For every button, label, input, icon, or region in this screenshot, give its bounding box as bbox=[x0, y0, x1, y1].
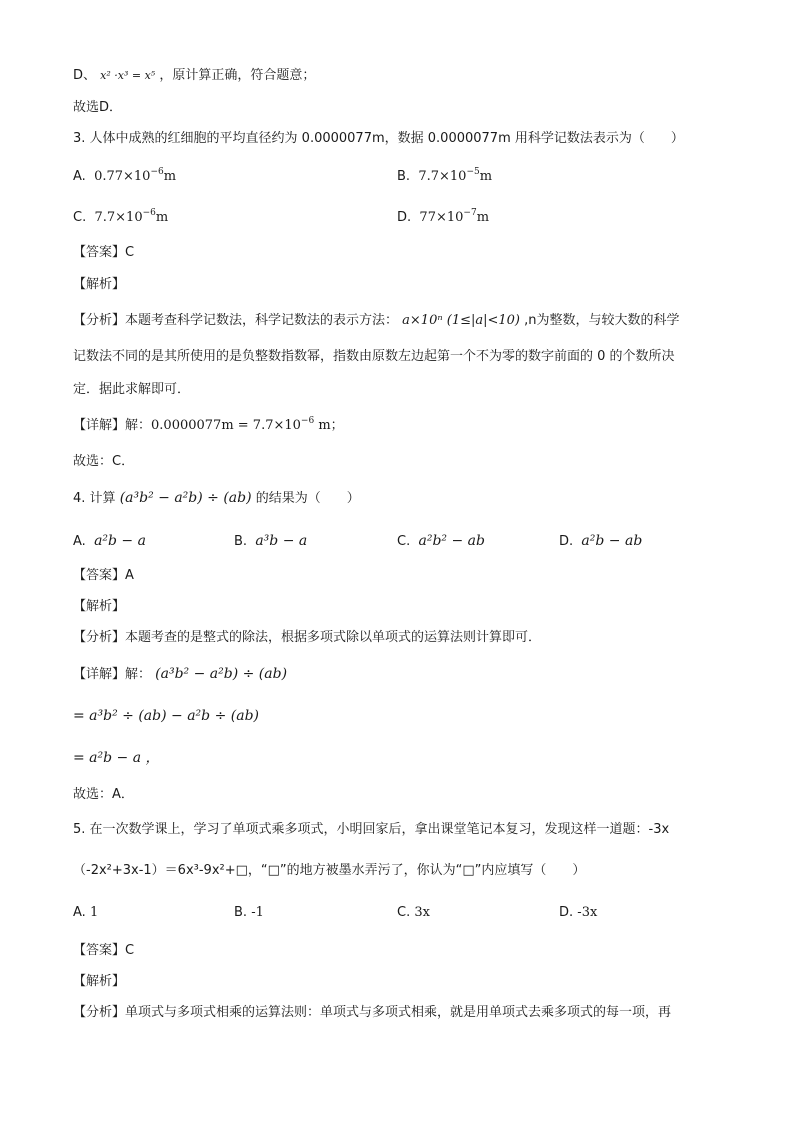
prev-solution-line bbox=[73, 66, 315, 86]
formula: 0.0000077m = 7.7×10 bbox=[151, 418, 301, 433]
option-unit: m bbox=[163, 169, 177, 184]
option-base: 0.77×10 bbox=[94, 169, 151, 184]
q4-option-a bbox=[73, 531, 146, 552]
q5-answer: 【答案】C bbox=[73, 943, 135, 958]
option-unit: m bbox=[476, 210, 490, 225]
option-letter: B. bbox=[397, 169, 411, 184]
q4-option-c bbox=[397, 531, 485, 552]
q5-option-a bbox=[73, 903, 98, 923]
q3-option-d bbox=[397, 208, 489, 228]
question-4 bbox=[73, 488, 360, 509]
option-letter: C. bbox=[397, 534, 411, 549]
option-expr: a²b − ab bbox=[581, 533, 643, 549]
q4-choice: 故选：A． bbox=[73, 787, 134, 802]
q3-answer: 【答案】C bbox=[73, 245, 135, 260]
option-expr: a²b − a bbox=[94, 533, 146, 549]
option-base: 7.7×10 bbox=[418, 169, 467, 184]
q4-step-2: = a³b² ÷ (ab) − a²b ÷ (ab) bbox=[73, 708, 259, 724]
option-expr: a³b − a bbox=[255, 533, 308, 549]
q5-analysis: 【分析】单项式与多项式相乘的运算法则：单项式与多项式相乘，就是用单项式去乘多项式的每一项，再 bbox=[73, 1005, 672, 1020]
option-base: 77×10 bbox=[419, 210, 464, 225]
q5-analysis-heading: 【解析】 bbox=[73, 974, 126, 989]
option-expr: a²b² − ab bbox=[418, 533, 485, 549]
text: 【分析】本题考查科学记数法，科学记数法的表示方法： bbox=[73, 313, 399, 328]
q3-analysis-cont: 记数法不同的是其所使用的是负整数指数幂，指数由原数左边起第一个不为零的数字前面的 0 的个数所决 bbox=[73, 349, 675, 364]
option-unit: m bbox=[155, 210, 169, 225]
q3-analysis-cont2: 定．据此求解即可． bbox=[73, 382, 191, 397]
q3-detail bbox=[73, 416, 344, 436]
option-exponent: −7 bbox=[463, 208, 477, 218]
text: 【详解】解： bbox=[73, 667, 152, 682]
choice-line: 故选D． bbox=[73, 100, 123, 115]
option-letter: A. bbox=[73, 534, 86, 549]
q4-analysis: 【分析】本题考查的是整式的除法，根据多项式除以单项式的运算法则计算即可． bbox=[73, 630, 542, 645]
exponent: −6 bbox=[300, 416, 315, 426]
q4-analysis-heading: 【解析】 bbox=[73, 599, 126, 614]
option-letter: A. bbox=[73, 905, 86, 920]
q5-option-d bbox=[559, 903, 597, 923]
option-letter: C. bbox=[73, 210, 87, 225]
option-base: 7.7×10 bbox=[94, 210, 143, 225]
q4-step-3: = a²b − a ， bbox=[73, 750, 160, 766]
option-letter: A. bbox=[73, 169, 86, 184]
option-value: -1 bbox=[251, 905, 264, 920]
q3-option-a bbox=[73, 167, 176, 187]
q4-answer: 【答案】A bbox=[73, 568, 134, 583]
option-letter: D. bbox=[559, 534, 574, 549]
q4-detail bbox=[73, 664, 287, 685]
q5-option-c bbox=[397, 903, 430, 923]
option-value: 3x bbox=[414, 905, 430, 920]
q3-analysis-heading: 【解析】 bbox=[73, 277, 126, 292]
formula: x² ·x³ = x⁵ bbox=[100, 69, 156, 82]
option-exponent: −6 bbox=[150, 167, 164, 177]
option-value: 1 bbox=[89, 905, 99, 920]
question-5: 5. 在一次数学课上，学习了单项式乘多项式，小明回家后，拿出课堂笔记本复习，发现这样一道题：-3x bbox=[73, 822, 670, 837]
option-exponent: −5 bbox=[466, 167, 480, 177]
formula: (a³b² − a²b) ÷ (ab) bbox=[155, 666, 288, 682]
q3-option-c bbox=[73, 208, 168, 228]
q3-choice: 故选：C． bbox=[73, 454, 135, 469]
text: 【详解】解： bbox=[73, 418, 152, 433]
option-letter: B. bbox=[234, 905, 248, 920]
text: ，原计算正确，符合题意； bbox=[159, 68, 316, 83]
formula: m； bbox=[314, 418, 344, 433]
option-value: -3x bbox=[577, 905, 598, 920]
option-exponent: −6 bbox=[142, 208, 156, 218]
option-letter: D. bbox=[559, 905, 574, 920]
formula: (a³b² − a²b) ÷ (ab) bbox=[119, 490, 252, 506]
question-5-cont: （-2x²+3x-1）＝6x³-9x²+□，“□”的地方被墨水弄污了，你认为“□”内应填写（ ） bbox=[73, 863, 586, 878]
q3-option-b bbox=[397, 167, 492, 187]
q4-option-d bbox=[559, 531, 642, 552]
q5-option-b bbox=[234, 903, 264, 923]
option-letter: C. bbox=[397, 905, 411, 920]
text: ,n为整数，与较大数的科学 bbox=[524, 313, 680, 328]
option-unit: m bbox=[479, 169, 493, 184]
text: 的结果为（ ） bbox=[255, 491, 360, 506]
q3-analysis bbox=[73, 311, 680, 331]
text: 4. 计算 bbox=[73, 491, 116, 506]
question-3: 3. 人体中成熟的红细胞的平均直径约为 0.0000077m，数据 0.0000077m 用科学记数法表示为（ ） bbox=[73, 131, 684, 146]
q4-option-b bbox=[234, 531, 307, 552]
option-letter: D. bbox=[397, 210, 412, 225]
formula: a×10ⁿ (1≤|a|<10) bbox=[402, 313, 520, 328]
option-letter: B. bbox=[234, 534, 248, 549]
option-letter: D、 bbox=[73, 68, 97, 83]
